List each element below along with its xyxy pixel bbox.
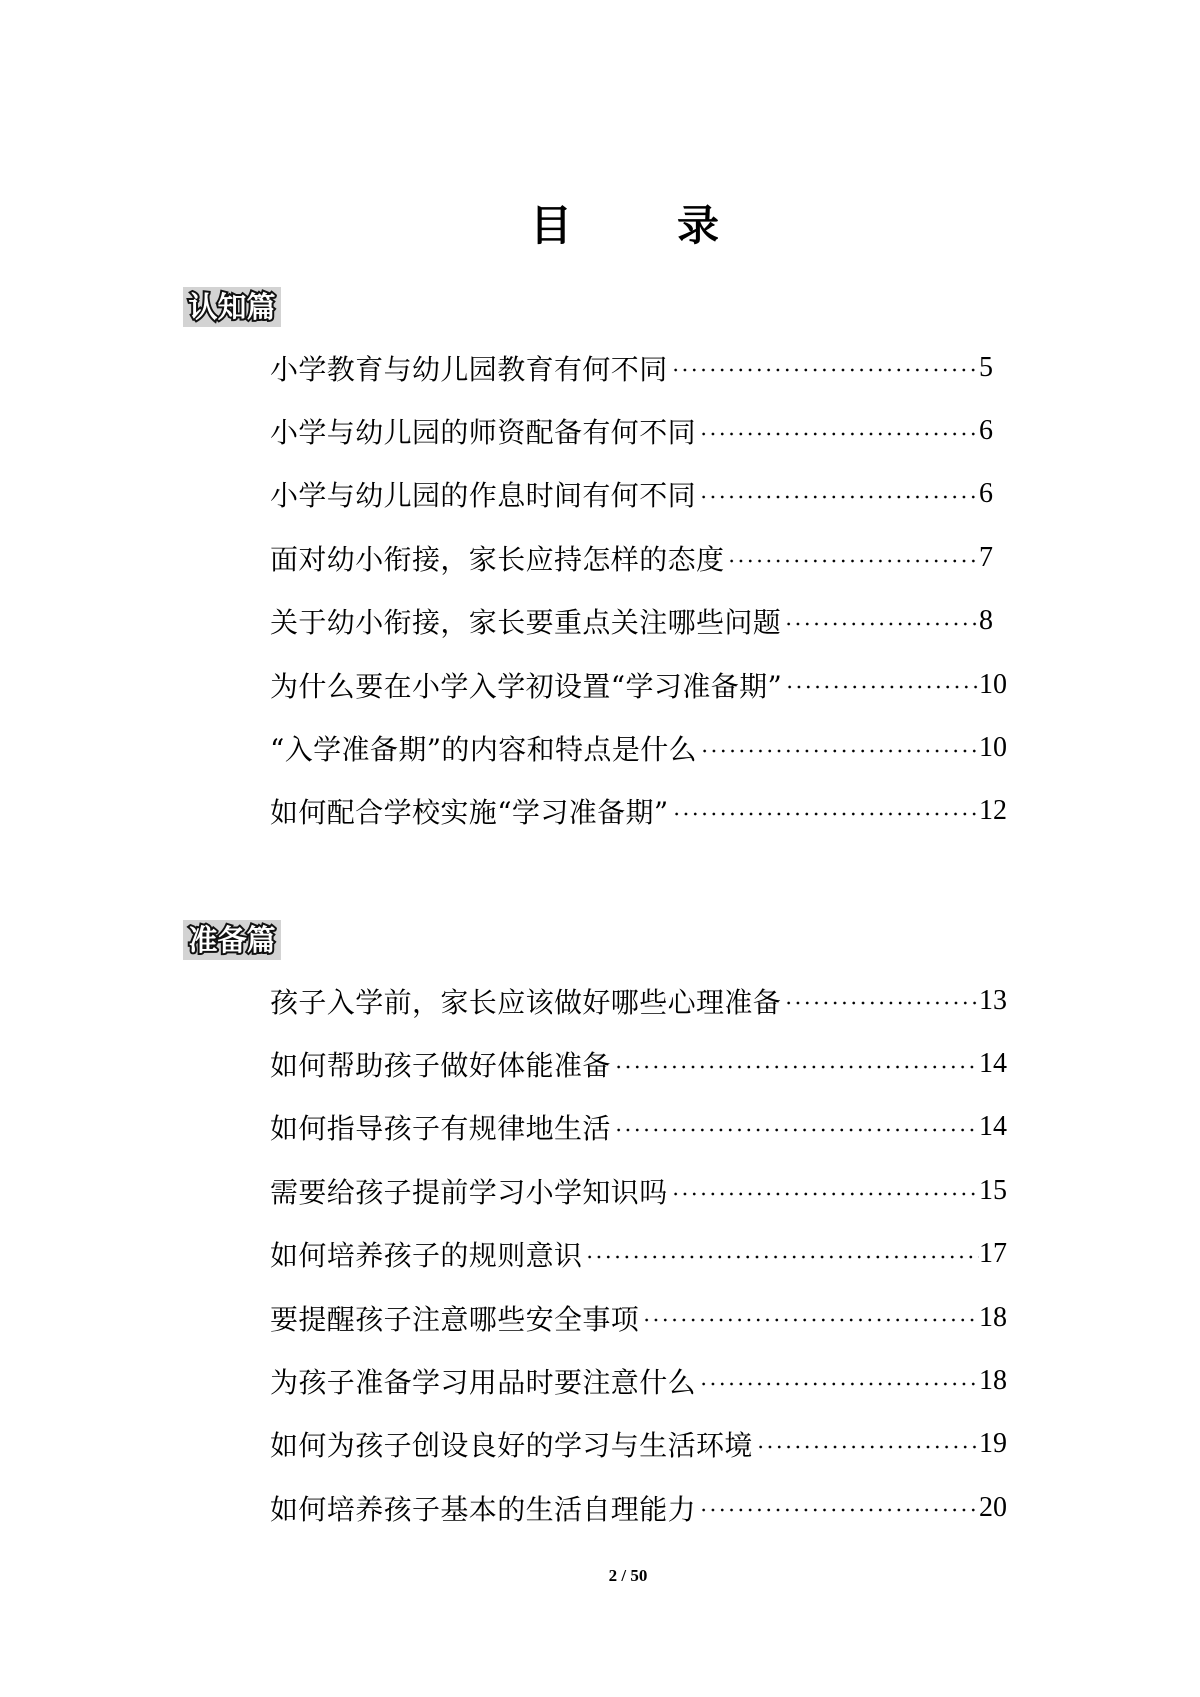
toc-entry-title: 小学与幼儿园的作息时间有何不同 (270, 479, 697, 513)
page-number-footer: 2 / 50 (608, 1566, 648, 1585)
toc-entry[interactable] (270, 463, 993, 526)
toc-entry-page: 7 (979, 541, 993, 573)
toc-entry-title: “入学准备期”的内容和特点是什么 (270, 733, 698, 767)
toc-entry-page: 19 (979, 1428, 1007, 1460)
dot-leader (612, 1096, 979, 1159)
toc-entry-page: 8 (979, 605, 993, 637)
toc-entry-title: 如何帮助孩子做好体能准备 (270, 1049, 611, 1083)
toc-entry-title: 如何配合学校实施“学习准备期” (270, 796, 669, 830)
toc-entry-title: 小学教育与幼儿园教育有何不同 (270, 352, 668, 386)
toc-title: 目录 (530, 201, 825, 250)
toc-entry-page: 10 (979, 732, 1007, 764)
toc-list-preparation (270, 969, 1007, 1540)
toc-list-cognition (270, 336, 1007, 843)
toc-entry-title: 关于幼小衔接，家长要重点关注哪些问题 (270, 606, 782, 640)
section-heading-preparation: 准备篇 (183, 920, 281, 960)
toc-entry[interactable] (270, 399, 993, 462)
toc-entry[interactable] (270, 653, 1007, 716)
dot-leader (697, 399, 979, 462)
dot-leader (754, 1413, 979, 1476)
dot-leader (612, 1032, 979, 1095)
toc-entry-title: 小学与幼儿园的师资配备有何不同 (270, 416, 697, 450)
dot-leader (725, 526, 979, 589)
toc-entry-page: 10 (979, 668, 1007, 700)
toc-entry-page: 5 (979, 351, 993, 383)
toc-entry[interactable] (270, 1286, 1007, 1349)
toc-entry-page: 17 (979, 1238, 1007, 1270)
dot-leader (697, 463, 979, 526)
dot-leader (669, 336, 979, 399)
dot-leader (697, 1476, 979, 1539)
dot-leader (640, 1286, 979, 1349)
toc-entry-title: 孩子入学前，家长应该做好哪些心理准备 (270, 985, 782, 1019)
toc-entry-page: 14 (979, 1111, 1007, 1143)
toc-entry[interactable] (270, 1032, 1007, 1095)
toc-entry-page: 6 (979, 415, 993, 447)
toc-entry-page: 13 (979, 984, 1007, 1016)
toc-entry-title: 需要给孩子提前学习小学知识吗 (270, 1175, 668, 1209)
toc-entry[interactable] (270, 1223, 1007, 1286)
toc-entry-title: 如何培养孩子的规则意识 (270, 1239, 583, 1273)
dot-leader (669, 1159, 979, 1222)
toc-entry-title: 要提醒孩子注意哪些安全事项 (270, 1302, 640, 1336)
toc-entry[interactable] (270, 590, 993, 653)
dot-leader (583, 1223, 979, 1286)
toc-entry[interactable] (270, 526, 993, 589)
toc-entry-title: 为孩子准备学习用品时要注意什么 (270, 1366, 697, 1400)
dot-leader (783, 653, 979, 716)
dot-leader (782, 590, 979, 653)
toc-entry[interactable] (270, 1476, 1007, 1539)
toc-entry-page: 6 (979, 478, 993, 510)
dot-leader (697, 1349, 979, 1412)
toc-entry[interactable] (270, 336, 993, 399)
toc-entry-page: 18 (979, 1301, 1007, 1333)
toc-entry-page: 12 (979, 795, 1007, 827)
toc-entry[interactable] (270, 1349, 1007, 1412)
toc-entry-page: 15 (979, 1174, 1007, 1206)
toc-entry[interactable] (270, 1096, 1007, 1159)
toc-entry[interactable] (270, 1413, 1007, 1476)
dot-leader (670, 780, 979, 843)
toc-entry[interactable] (270, 1159, 1007, 1222)
toc-entry-page: 20 (979, 1491, 1007, 1523)
toc-entry-title: 如何为孩子创设良好的学习与生活环境 (270, 1429, 753, 1463)
dot-leader (698, 716, 979, 779)
toc-entry-title: 如何培养孩子基本的生活自理能力 (270, 1492, 697, 1526)
toc-entry[interactable] (270, 716, 1007, 779)
toc-entry-title: 为什么要在小学入学初设置“学习准备期” (270, 669, 783, 703)
toc-entry-page: 18 (979, 1365, 1007, 1397)
toc-entry[interactable] (270, 780, 1007, 843)
dot-leader (782, 969, 979, 1032)
toc-entry[interactable] (270, 969, 1007, 1032)
toc-entry-title: 如何指导孩子有规律地生活 (270, 1112, 611, 1146)
section-heading-cognition: 认知篇 (183, 287, 281, 327)
toc-entry-page: 14 (979, 1048, 1007, 1080)
toc-entry-title: 面对幼小衔接，家长应持怎样的态度 (270, 542, 725, 576)
